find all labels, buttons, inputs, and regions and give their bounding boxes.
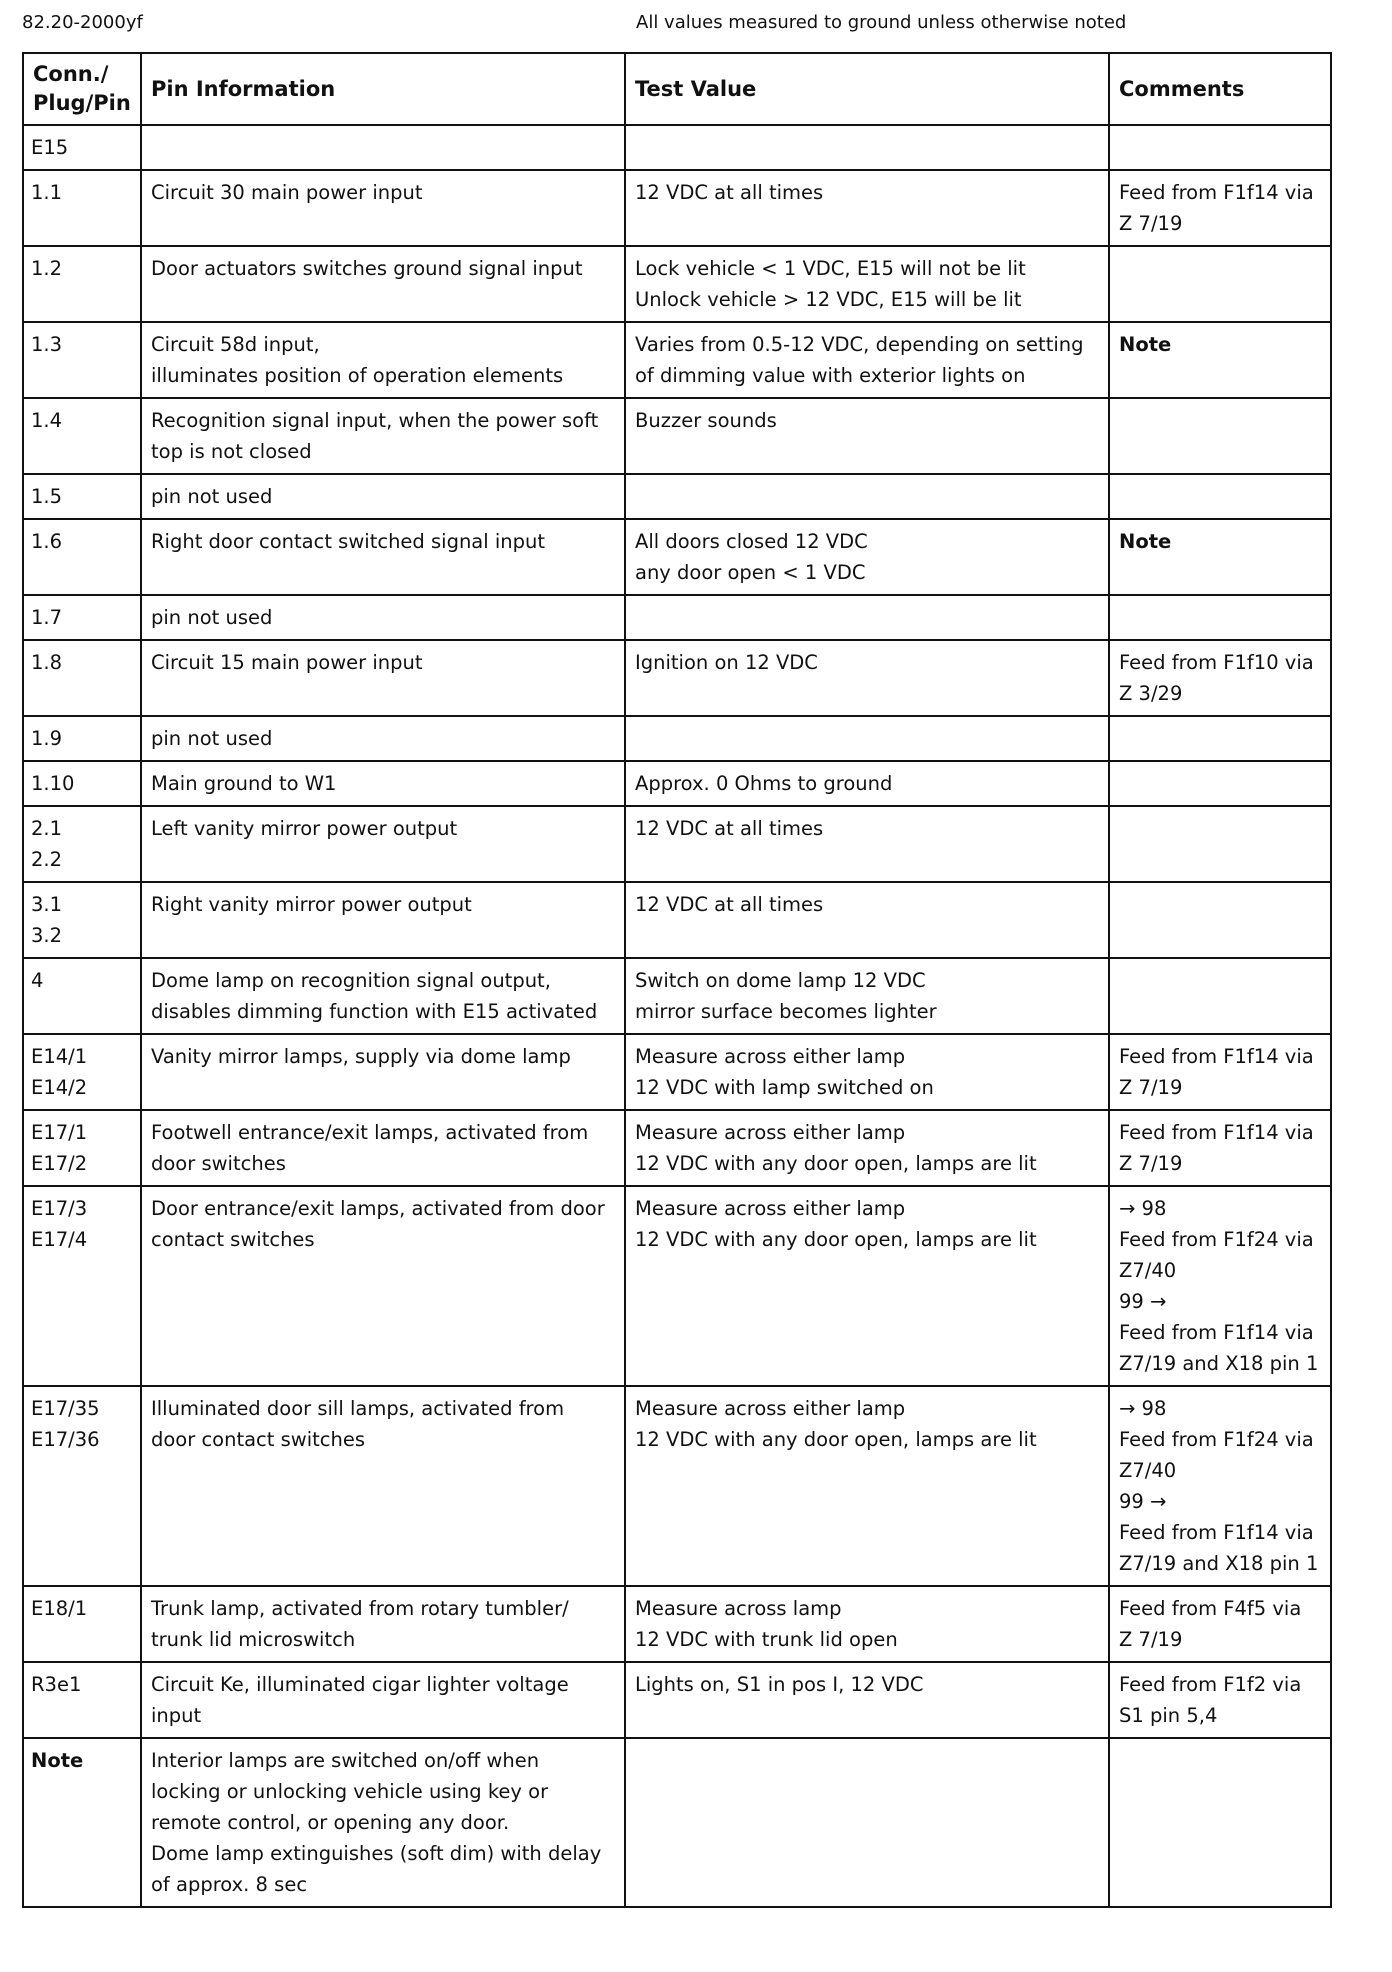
- cell-pin-information: Circuit Ke, illuminated cigar lighter voltage input: [141, 1662, 625, 1738]
- cell-pin: 4: [23, 958, 141, 1034]
- column-header-comments: Comments: [1109, 53, 1331, 125]
- cell-pin-information: Circuit 58d input, illuminates position of operation elements: [141, 322, 625, 398]
- column-header-test: Test Value: [625, 53, 1109, 125]
- cell-pin: 1.5: [23, 474, 141, 519]
- cell-comments: [1109, 806, 1331, 882]
- cell-test-value: 12 VDC at all times: [625, 882, 1109, 958]
- cell-test-value: Measure across lamp 12 VDC with trunk lid open: [625, 1586, 1109, 1662]
- cell-pin-information: Right vanity mirror power output: [141, 882, 625, 958]
- cell-test-value: [625, 474, 1109, 519]
- cell-pin: 1.1: [23, 170, 141, 246]
- cell-test-value: Measure across either lamp 12 VDC with any door open, lamps are lit: [625, 1386, 1109, 1586]
- cell-test-value: Ignition on 12 VDC: [625, 640, 1109, 716]
- cell-pin-information: Left vanity mirror power output: [141, 806, 625, 882]
- table-row: [23, 519, 1331, 595]
- table-row: [23, 1110, 1331, 1186]
- cell-pin: E17/35 E17/36: [23, 1386, 141, 1586]
- cell-pin-information: pin not used: [141, 595, 625, 640]
- cell-comments: [1109, 125, 1331, 170]
- table-row: [23, 1186, 1331, 1386]
- cell-test-value: 12 VDC at all times: [625, 806, 1109, 882]
- cell-comments: [1109, 246, 1331, 322]
- cell-pin: 2.1 2.2: [23, 806, 141, 882]
- table-row: [23, 882, 1331, 958]
- cell-comments: Feed from F1f14 via Z 7/19: [1109, 1034, 1331, 1110]
- cell-comments: [1109, 398, 1331, 474]
- cell-test-value: Measure across either lamp 12 VDC with any door open, lamps are lit: [625, 1110, 1109, 1186]
- cell-test-value: [625, 125, 1109, 170]
- cell-test-value: Lock vehicle < 1 VDC, E15 will not be lit Unlock vehicle > 12 VDC, E15 will be lit: [625, 246, 1109, 322]
- cell-comments: [1109, 1738, 1331, 1907]
- measurement-note: All values measured to ground unless otherwise noted: [636, 12, 1127, 33]
- table-row: [23, 246, 1331, 322]
- cell-pin: E17/3 E17/4: [23, 1186, 141, 1386]
- cell-comments: [1109, 882, 1331, 958]
- cell-comments: Feed from F1f10 via Z 3/29: [1109, 640, 1331, 716]
- table-row: [23, 640, 1331, 716]
- cell-pin-information: Dome lamp on recognition signal output, disables dimming function with E15 activated: [141, 958, 625, 1034]
- cell-pin-information: pin not used: [141, 474, 625, 519]
- cell-pin-information: Recognition signal input, when the power soft top is not closed: [141, 398, 625, 474]
- cell-pin: 3.1 3.2: [23, 882, 141, 958]
- cell-pin: E14/1 E14/2: [23, 1034, 141, 1110]
- cell-pin-information: Illuminated door sill lamps, activated from door contact switches: [141, 1386, 625, 1586]
- cell-comments: Feed from F4f5 via Z 7/19: [1109, 1586, 1331, 1662]
- cell-test-value: [625, 716, 1109, 761]
- table-row: [23, 1386, 1331, 1586]
- cell-comments: [1109, 716, 1331, 761]
- cell-pin: 1.2: [23, 246, 141, 322]
- cell-pin-information: Circuit 15 main power input: [141, 640, 625, 716]
- column-header-info: Pin Information: [141, 53, 625, 125]
- cell-pin-information: Vanity mirror lamps, supply via dome lamp: [141, 1034, 625, 1110]
- cell-test-value: Approx. 0 Ohms to ground: [625, 761, 1109, 806]
- document-id: 82.20-2000yf: [22, 12, 143, 33]
- table-row: [23, 806, 1331, 882]
- table-header-row: [23, 53, 1331, 125]
- table-row: [23, 170, 1331, 246]
- pin-table: [22, 52, 1332, 1908]
- cell-pin: 1.8: [23, 640, 141, 716]
- cell-test-value: Measure across either lamp 12 VDC with any door open, lamps are lit: [625, 1186, 1109, 1386]
- cell-test-value: [625, 1738, 1109, 1907]
- table-row: [23, 1586, 1331, 1662]
- cell-comments: → 98 Feed from F1f24 via Z7/40 99 → Feed from F1f14 via Z7/19 and X18 pin 1: [1109, 1186, 1331, 1386]
- cell-comments: [1109, 761, 1331, 806]
- table-row: [23, 474, 1331, 519]
- cell-pin: 1.9: [23, 716, 141, 761]
- cell-test-value: Buzzer sounds: [625, 398, 1109, 474]
- cell-pin: Note: [23, 1738, 141, 1907]
- cell-test-value: Lights on, S1 in pos I, 12 VDC: [625, 1662, 1109, 1738]
- cell-comments: [1109, 958, 1331, 1034]
- cell-pin: 1.3: [23, 322, 141, 398]
- cell-pin: 1.7: [23, 595, 141, 640]
- table-row: [23, 1034, 1331, 1110]
- table-row: [23, 958, 1331, 1034]
- cell-pin: 1.6: [23, 519, 141, 595]
- table-row: [23, 1662, 1331, 1738]
- table-row: [23, 716, 1331, 761]
- table-row: [23, 398, 1331, 474]
- cell-pin-information: Interior lamps are switched on/off when locking or unlocking vehicle using key or remote control, or opening any door. Dome lamp extinguishes (soft dim) with delay of approx. 8 sec: [141, 1738, 625, 1907]
- cell-comments: → 98 Feed from F1f24 via Z7/40 99 → Feed from F1f14 via Z7/19 and X18 pin 1: [1109, 1386, 1331, 1586]
- cell-comments: Feed from F1f2 via S1 pin 5,4: [1109, 1662, 1331, 1738]
- cell-pin: E17/1 E17/2: [23, 1110, 141, 1186]
- table-row: [23, 1738, 1331, 1907]
- cell-pin-information: pin not used: [141, 716, 625, 761]
- cell-comments: Note: [1109, 322, 1331, 398]
- cell-pin-information: Door actuators switches ground signal input: [141, 246, 625, 322]
- cell-pin-information: [141, 125, 625, 170]
- table-row: [23, 761, 1331, 806]
- cell-pin-information: Footwell entrance/exit lamps, activated from door switches: [141, 1110, 625, 1186]
- cell-pin: 1.4: [23, 398, 141, 474]
- table-row: [23, 322, 1331, 398]
- cell-test-value: 12 VDC at all times: [625, 170, 1109, 246]
- cell-pin-information: Trunk lamp, activated from rotary tumbler/ trunk lid microswitch: [141, 1586, 625, 1662]
- cell-comments: [1109, 474, 1331, 519]
- table-row: [23, 595, 1331, 640]
- cell-pin: E18/1: [23, 1586, 141, 1662]
- cell-pin-information: Circuit 30 main power input: [141, 170, 625, 246]
- cell-pin-information: Right door contact switched signal input: [141, 519, 625, 595]
- cell-comments: Feed from F1f14 via Z 7/19: [1109, 1110, 1331, 1186]
- cell-test-value: Varies from 0.5-12 VDC, depending on setting of dimming value with exterior lights on: [625, 322, 1109, 398]
- cell-pin-information: Main ground to W1: [141, 761, 625, 806]
- table-row: [23, 125, 1331, 170]
- cell-test-value: [625, 595, 1109, 640]
- cell-test-value: Measure across either lamp 12 VDC with lamp switched on: [625, 1034, 1109, 1110]
- cell-pin: E15: [23, 125, 141, 170]
- cell-test-value: Switch on dome lamp 12 VDC mirror surface becomes lighter: [625, 958, 1109, 1034]
- cell-pin-information: Door entrance/exit lamps, activated from door contact switches: [141, 1186, 625, 1386]
- cell-pin: R3e1: [23, 1662, 141, 1738]
- column-header-pin: Conn./ Plug/Pin: [23, 53, 141, 125]
- cell-pin: 1.10: [23, 761, 141, 806]
- cell-comments: Feed from F1f14 via Z 7/19: [1109, 170, 1331, 246]
- cell-comments: [1109, 595, 1331, 640]
- cell-comments: Note: [1109, 519, 1331, 595]
- cell-test-value: All doors closed 12 VDC any door open < 1 VDC: [625, 519, 1109, 595]
